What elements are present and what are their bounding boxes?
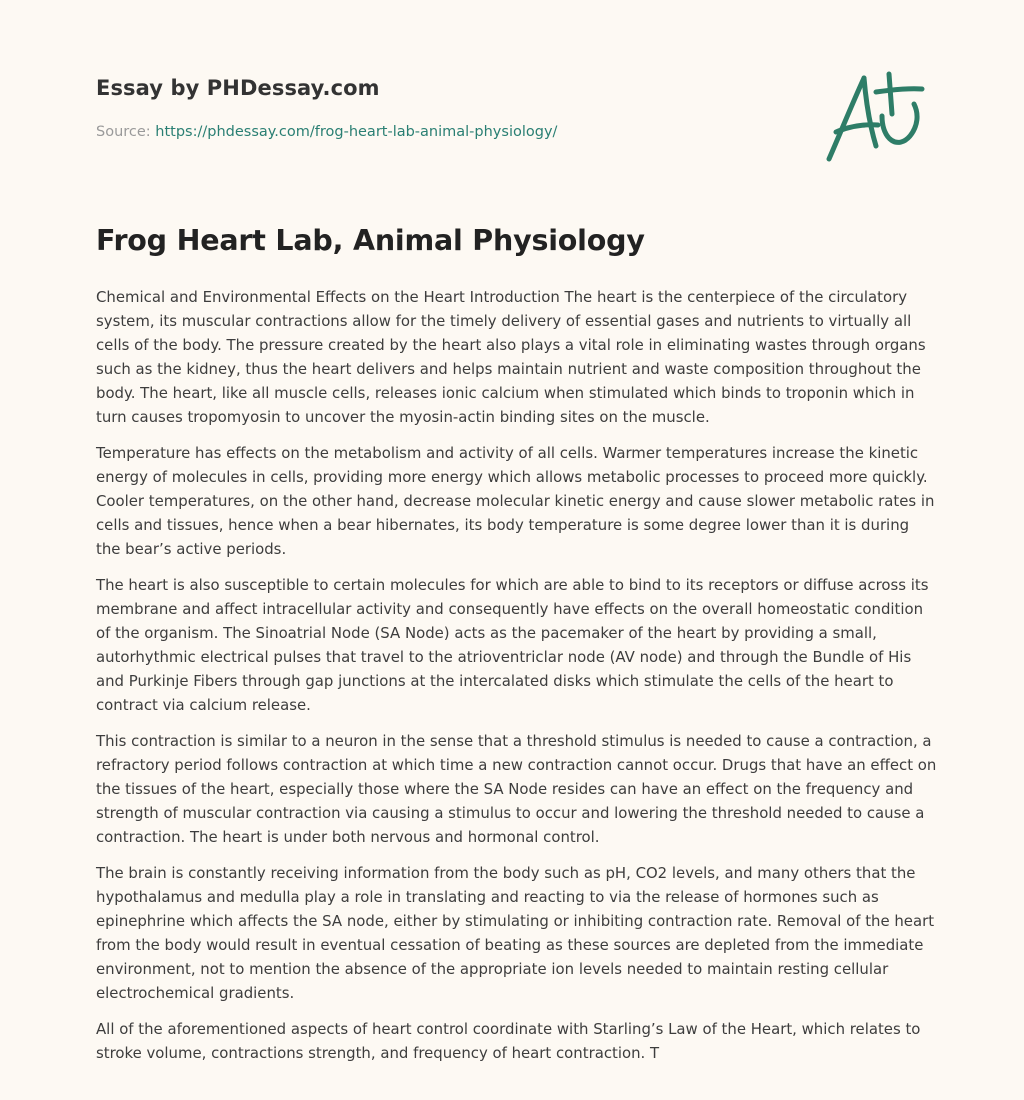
essay-paragraph: The brain is constantly receiving information from the body such as pH, CO2 levels, and many others that the hypothalamus and medulla play a role in translating and reacting to via the release of hormones such as epinephrine which affects the SA node, either by stimulating or inhibiting contraction rate. Removal of the heart from the body would result in eventual cessation of beating as these sources are depleted from the immediate environment, not to mention the absence of the appropriate ion levels needed to maintain resting cellular electrochemical gradients. <box>96 864 935 1002</box>
source-line <box>96 124 557 140</box>
essay-title: Frog Heart Lab, Animal Physiology <box>96 224 645 257</box>
essay-paragraph: Temperature has effects on the metabolism and activity of all cells. Warmer temperatures increase the kinetic energy of molecules in cells, providing more energy which allows metabolic processes to proceed more quickly. Cooler temperatures, on the other hand, decrease molecular kinetic energy and cause slower metabolic rates in cells and tissues, hence when a bear hibernates, its body temperature is some degree lower than it is during the bear’s active periods. <box>96 444 935 558</box>
essay-body <box>96 285 938 1077</box>
essay-paragraph: This contraction is similar to a neuron in the sense that a threshold stimulus is needed to cause a contraction, a refractory period follows contraction at which time a new contraction cannot occur. Drugs that have an effect on the tissues of the heart, especially those where the SA Node resides can have an effect on the frequency and strength of muscular contraction via causing a stimulus to occur and lowering the threshold needed to cause a contraction. The heart is under both nervous and hormonal control. <box>96 732 937 846</box>
site-title: Essay by PHDessay.com <box>96 76 380 100</box>
essay-paragraph: Chemical and Environmental Effects on the Heart Introduction The heart is the centerpiece of the circulatory system, its muscular contractions allow for the timely delivery of essential gases and nutrients to virtually all cells of the body. The pressure created by the heart also plays a vital role in eliminating wastes through organs such as the kidney, thus the heart delivers and helps maintain nutrient and waste composition throughout the body. The heart, like all muscle cells, releases ionic calcium when stimulated which binds to troponin which in turn causes tropomyosin to uncover the myosin-actin binding sites on the muscle. <box>96 288 926 426</box>
source-label: Source: <box>96 124 156 140</box>
essay-paragraph: The heart is also susceptible to certain molecules for which are able to bind to its receptors or diffuse across its membrane and affect intracellular activity and consequently have effects on the overall homeostatic condition of the organism. The Sinoatrial Node (SA Node) acts as the pacemaker of the heart by providing a small, autorhythmic electrical pulses that travel to the atrioventriclar node (AV node) and through the Bundle of His and Purkinje Fibers through gap junctions at the intercalated disks which stimulate the cells of the heart to contract via calcium release. <box>96 576 929 714</box>
source-link[interactable]: https://phdessay.com/frog-heart-lab-animal-physiology/ <box>155 124 558 140</box>
essay-paragraph: All of the aforementioned aspects of heart control coordinate with Starling’s Law of the Heart, which relates to stroke volume, contractions strength, and frequency of heart contraction. T <box>96 1020 921 1062</box>
a-plus-logo-icon <box>818 66 930 166</box>
